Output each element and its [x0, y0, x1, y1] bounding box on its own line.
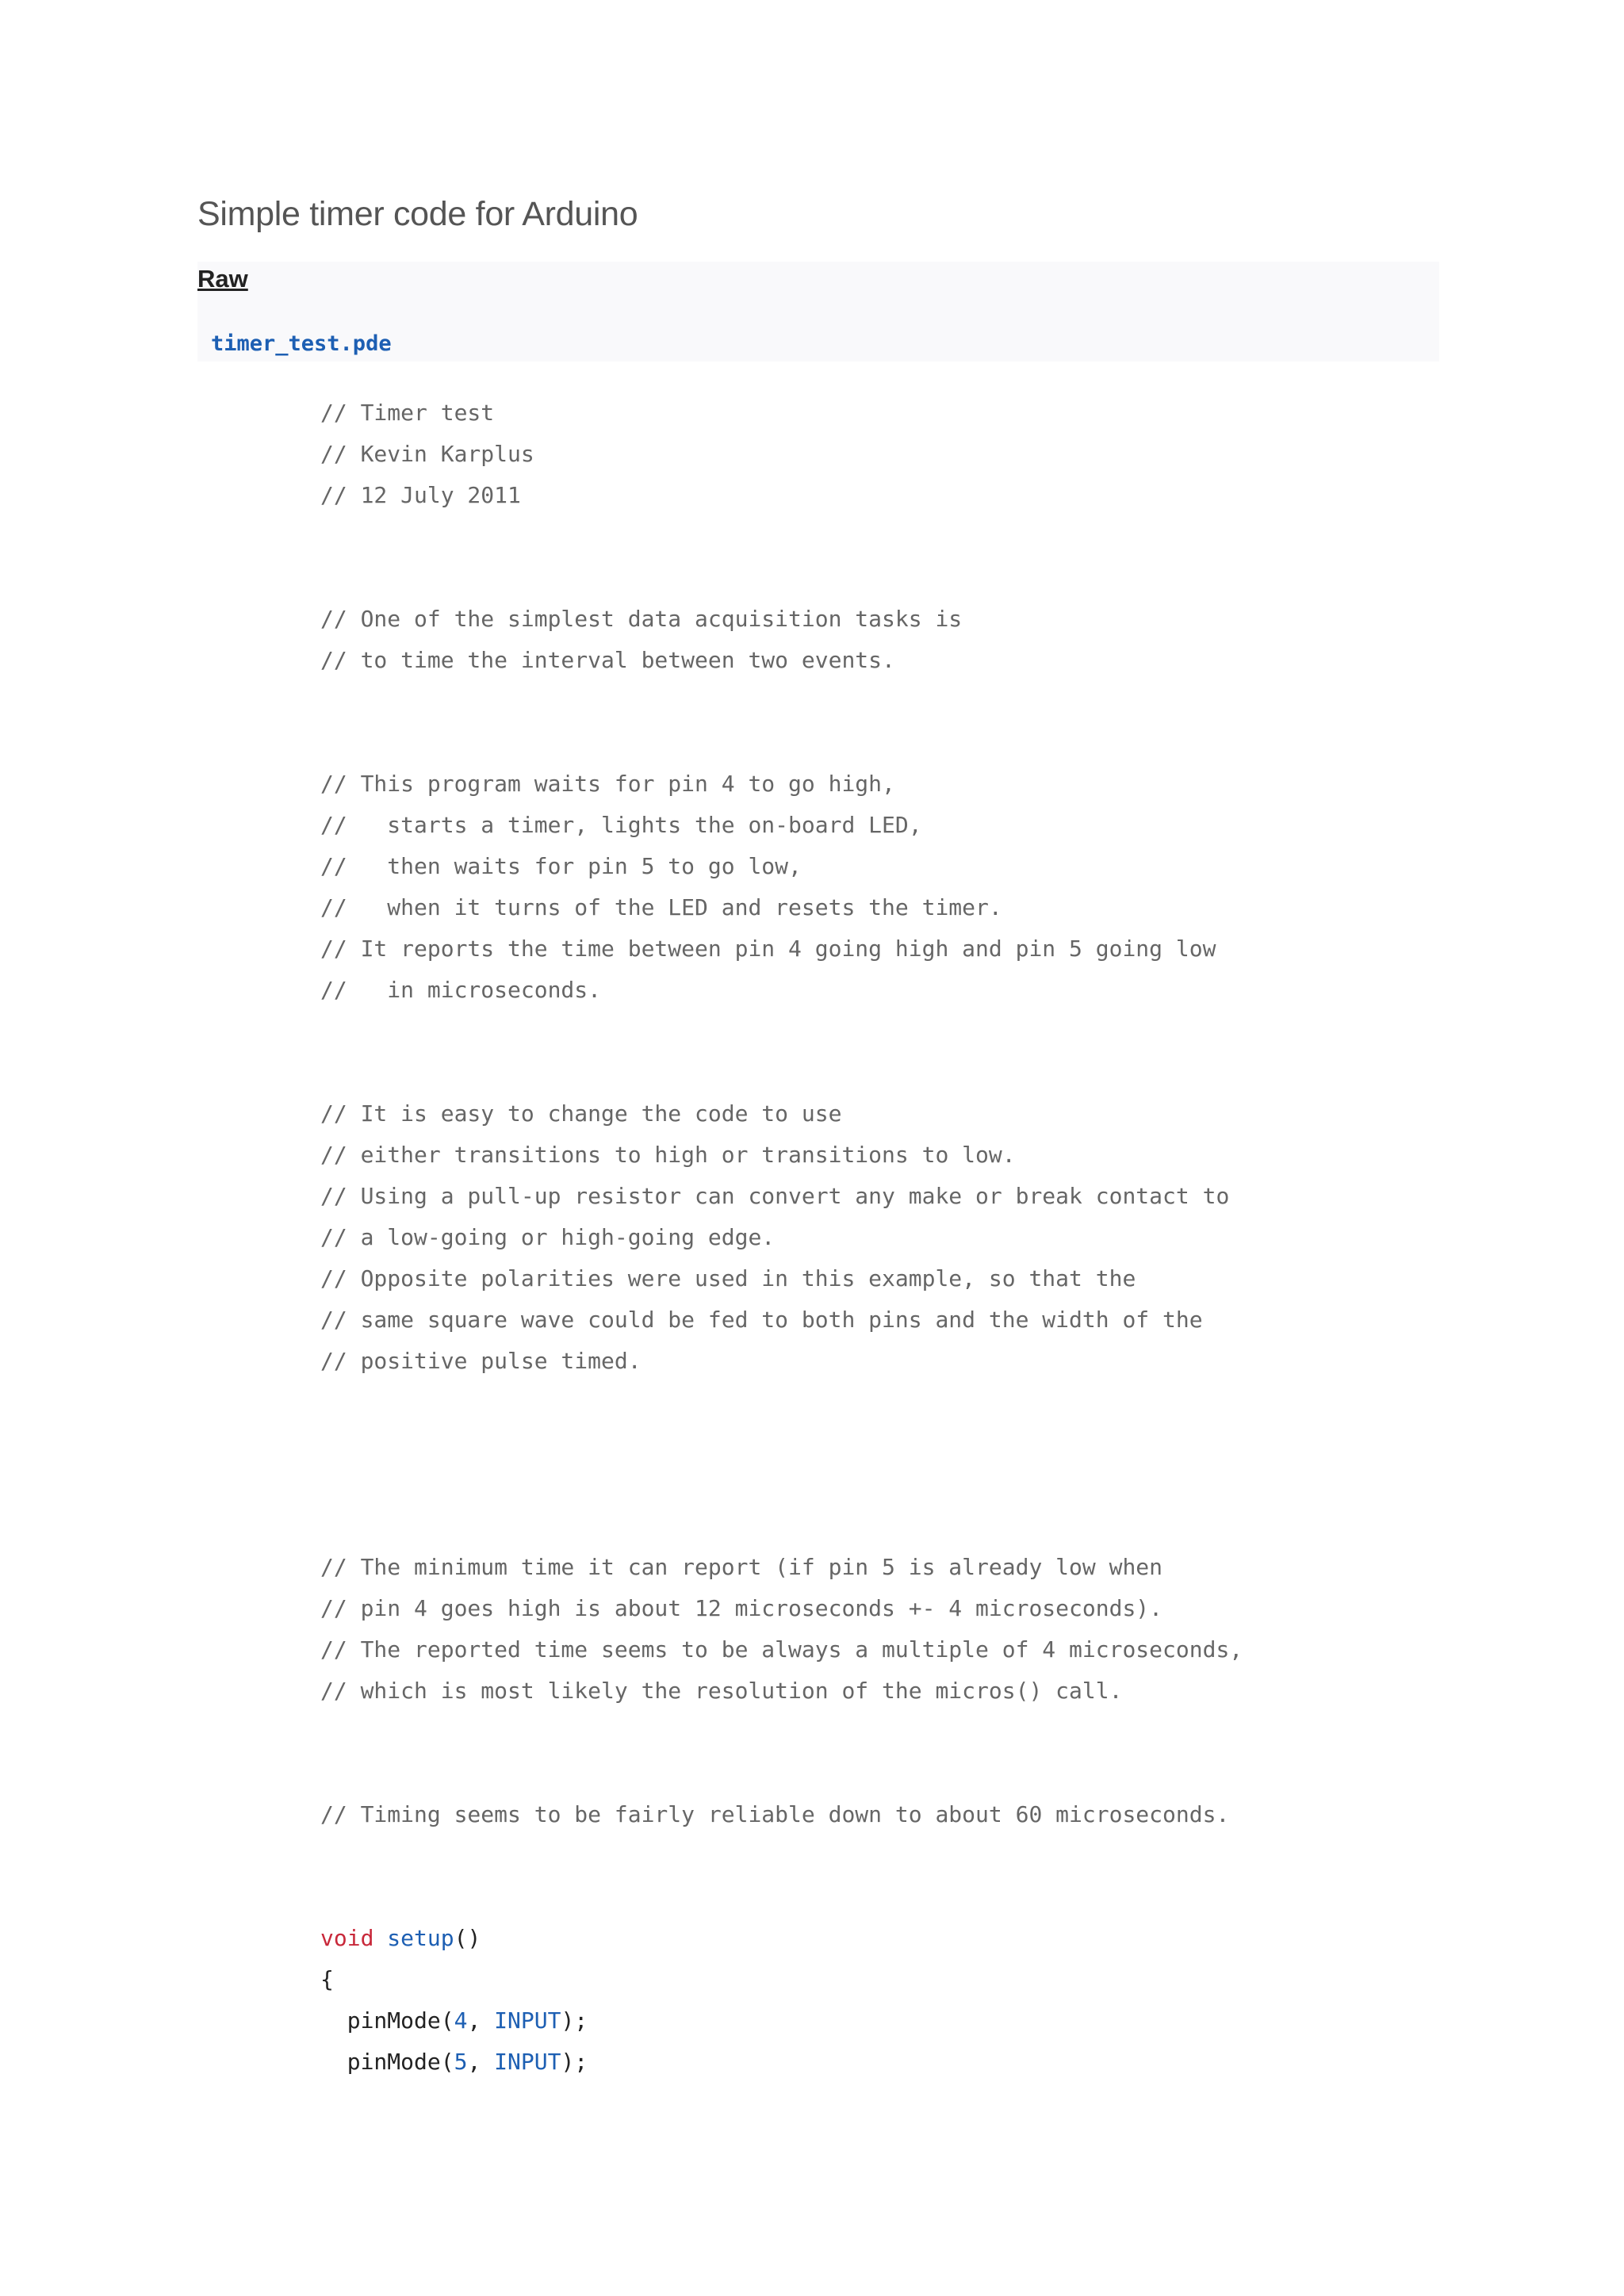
code-token-plain: {	[320, 1966, 334, 1992]
code-line	[320, 1423, 1243, 1464]
code-line	[320, 1464, 1243, 1506]
code-line	[320, 1093, 1243, 1135]
code-token-comment: // Opposite polarities were used in this example, so that the	[320, 1265, 1136, 1292]
code-token-comment: // then waits for pin 5 to go low,	[320, 853, 802, 879]
file-header	[197, 262, 1439, 362]
code-token-plain	[373, 1925, 387, 1951]
code-line	[320, 805, 1243, 846]
code-token-comment: // starts a timer, lights the on-board LED,	[320, 812, 922, 838]
code-token-plain: pinMode(	[320, 2049, 454, 2075]
code-token-comment: // It reports the time between pin 4 going high and pin 5 going low	[320, 936, 1216, 962]
code-token-comment: // either transitions to high or transitions to low.	[320, 1142, 1016, 1168]
code-token-comment: // One of the simplest data acquisition tasks is	[320, 606, 963, 632]
code-line	[320, 1506, 1243, 1547]
code-line	[320, 516, 1243, 557]
code-line	[320, 1877, 1243, 1918]
code-token-comment: // Kevin Karplus	[320, 441, 534, 467]
code-token-comment: // The reported time seems to be always a multiple of 4 microseconds,	[320, 1636, 1243, 1663]
code-token-comment: // which is most likely the resolution of the micros() call.	[320, 1678, 1123, 1704]
code-line	[320, 1835, 1243, 1877]
code-line	[320, 1670, 1243, 1712]
code-token-plain: ,	[467, 2007, 495, 2034]
code-token-fn: setup	[387, 1925, 454, 1951]
code-line	[320, 1011, 1243, 1052]
code-line	[320, 1258, 1243, 1299]
code-token-comment: // a low-going or high-going edge.	[320, 1224, 776, 1250]
code-line	[320, 475, 1243, 516]
code-token-plain: ()	[454, 1925, 481, 1951]
code-token-num: 4	[454, 2007, 468, 2034]
code-line	[320, 1052, 1243, 1093]
code-line	[320, 722, 1243, 763]
code-line	[320, 887, 1243, 928]
code-block	[320, 392, 1243, 2083]
code-token-comment: // to time the interval between two events.	[320, 647, 895, 673]
code-token-comment: // Timing seems to be fairly reliable down to about 60 microseconds.	[320, 1801, 1230, 1827]
code-line	[320, 681, 1243, 722]
code-line	[320, 1588, 1243, 1629]
code-token-comment: // pin 4 goes high is about 12 microseconds +- 4 microseconds).	[320, 1595, 1163, 1621]
code-line	[320, 1135, 1243, 1176]
code-token-comment: // same square wave could be fed to both pins and the width of the	[320, 1307, 1203, 1333]
code-line	[320, 1299, 1243, 1341]
code-line	[320, 640, 1243, 681]
code-token-plain: );	[561, 2007, 588, 2034]
code-token-comment: // This program waits for pin 4 to go high,	[320, 771, 895, 797]
code-line	[320, 2042, 1243, 2083]
code-token-comment: // in microseconds.	[320, 977, 602, 1003]
code-token-plain: );	[561, 2049, 588, 2075]
code-line	[320, 1918, 1243, 1959]
page-title: Simple timer code for Arduino	[197, 195, 638, 233]
code-line	[320, 763, 1243, 805]
code-line	[320, 1753, 1243, 1794]
code-token-comment: // The minimum time it can report (if pin 5 is already low when	[320, 1554, 1163, 1580]
code-line	[320, 1176, 1243, 1217]
code-token-plain: ,	[467, 2049, 495, 2075]
code-line	[320, 392, 1243, 434]
code-line	[320, 1547, 1243, 1588]
code-line	[320, 557, 1243, 599]
code-token-comment: // when it turns of the LED and resets the timer.	[320, 894, 1002, 920]
code-line	[320, 928, 1243, 970]
code-line	[320, 1217, 1243, 1258]
code-token-kw: void	[320, 1925, 374, 1951]
code-token-comment: // Timer test	[320, 400, 495, 426]
code-line	[320, 1712, 1243, 1753]
file-name-link[interactable]: timer_test.pde	[211, 331, 392, 356]
code-line	[320, 1341, 1243, 1382]
code-line	[320, 846, 1243, 887]
code-token-const: INPUT	[494, 2049, 561, 2075]
code-line	[320, 1794, 1243, 1835]
code-token-const: INPUT	[494, 2007, 561, 2034]
code-token-plain: pinMode(	[320, 2007, 454, 2034]
code-token-comment: // It is easy to change the code to use	[320, 1100, 842, 1127]
code-token-comment: // 12 July 2011	[320, 482, 521, 508]
code-token-num: 5	[454, 2049, 468, 2075]
raw-link[interactable]: Raw	[197, 265, 248, 293]
code-line	[320, 434, 1243, 475]
code-line	[320, 2000, 1243, 2042]
code-line	[320, 1382, 1243, 1423]
code-line	[320, 1959, 1243, 2000]
code-token-comment: // positive pulse timed.	[320, 1348, 642, 1374]
code-line	[320, 970, 1243, 1011]
code-line	[320, 599, 1243, 640]
code-line	[320, 1629, 1243, 1670]
code-token-comment: // Using a pull-up resistor can convert any make or break contact to	[320, 1183, 1230, 1209]
